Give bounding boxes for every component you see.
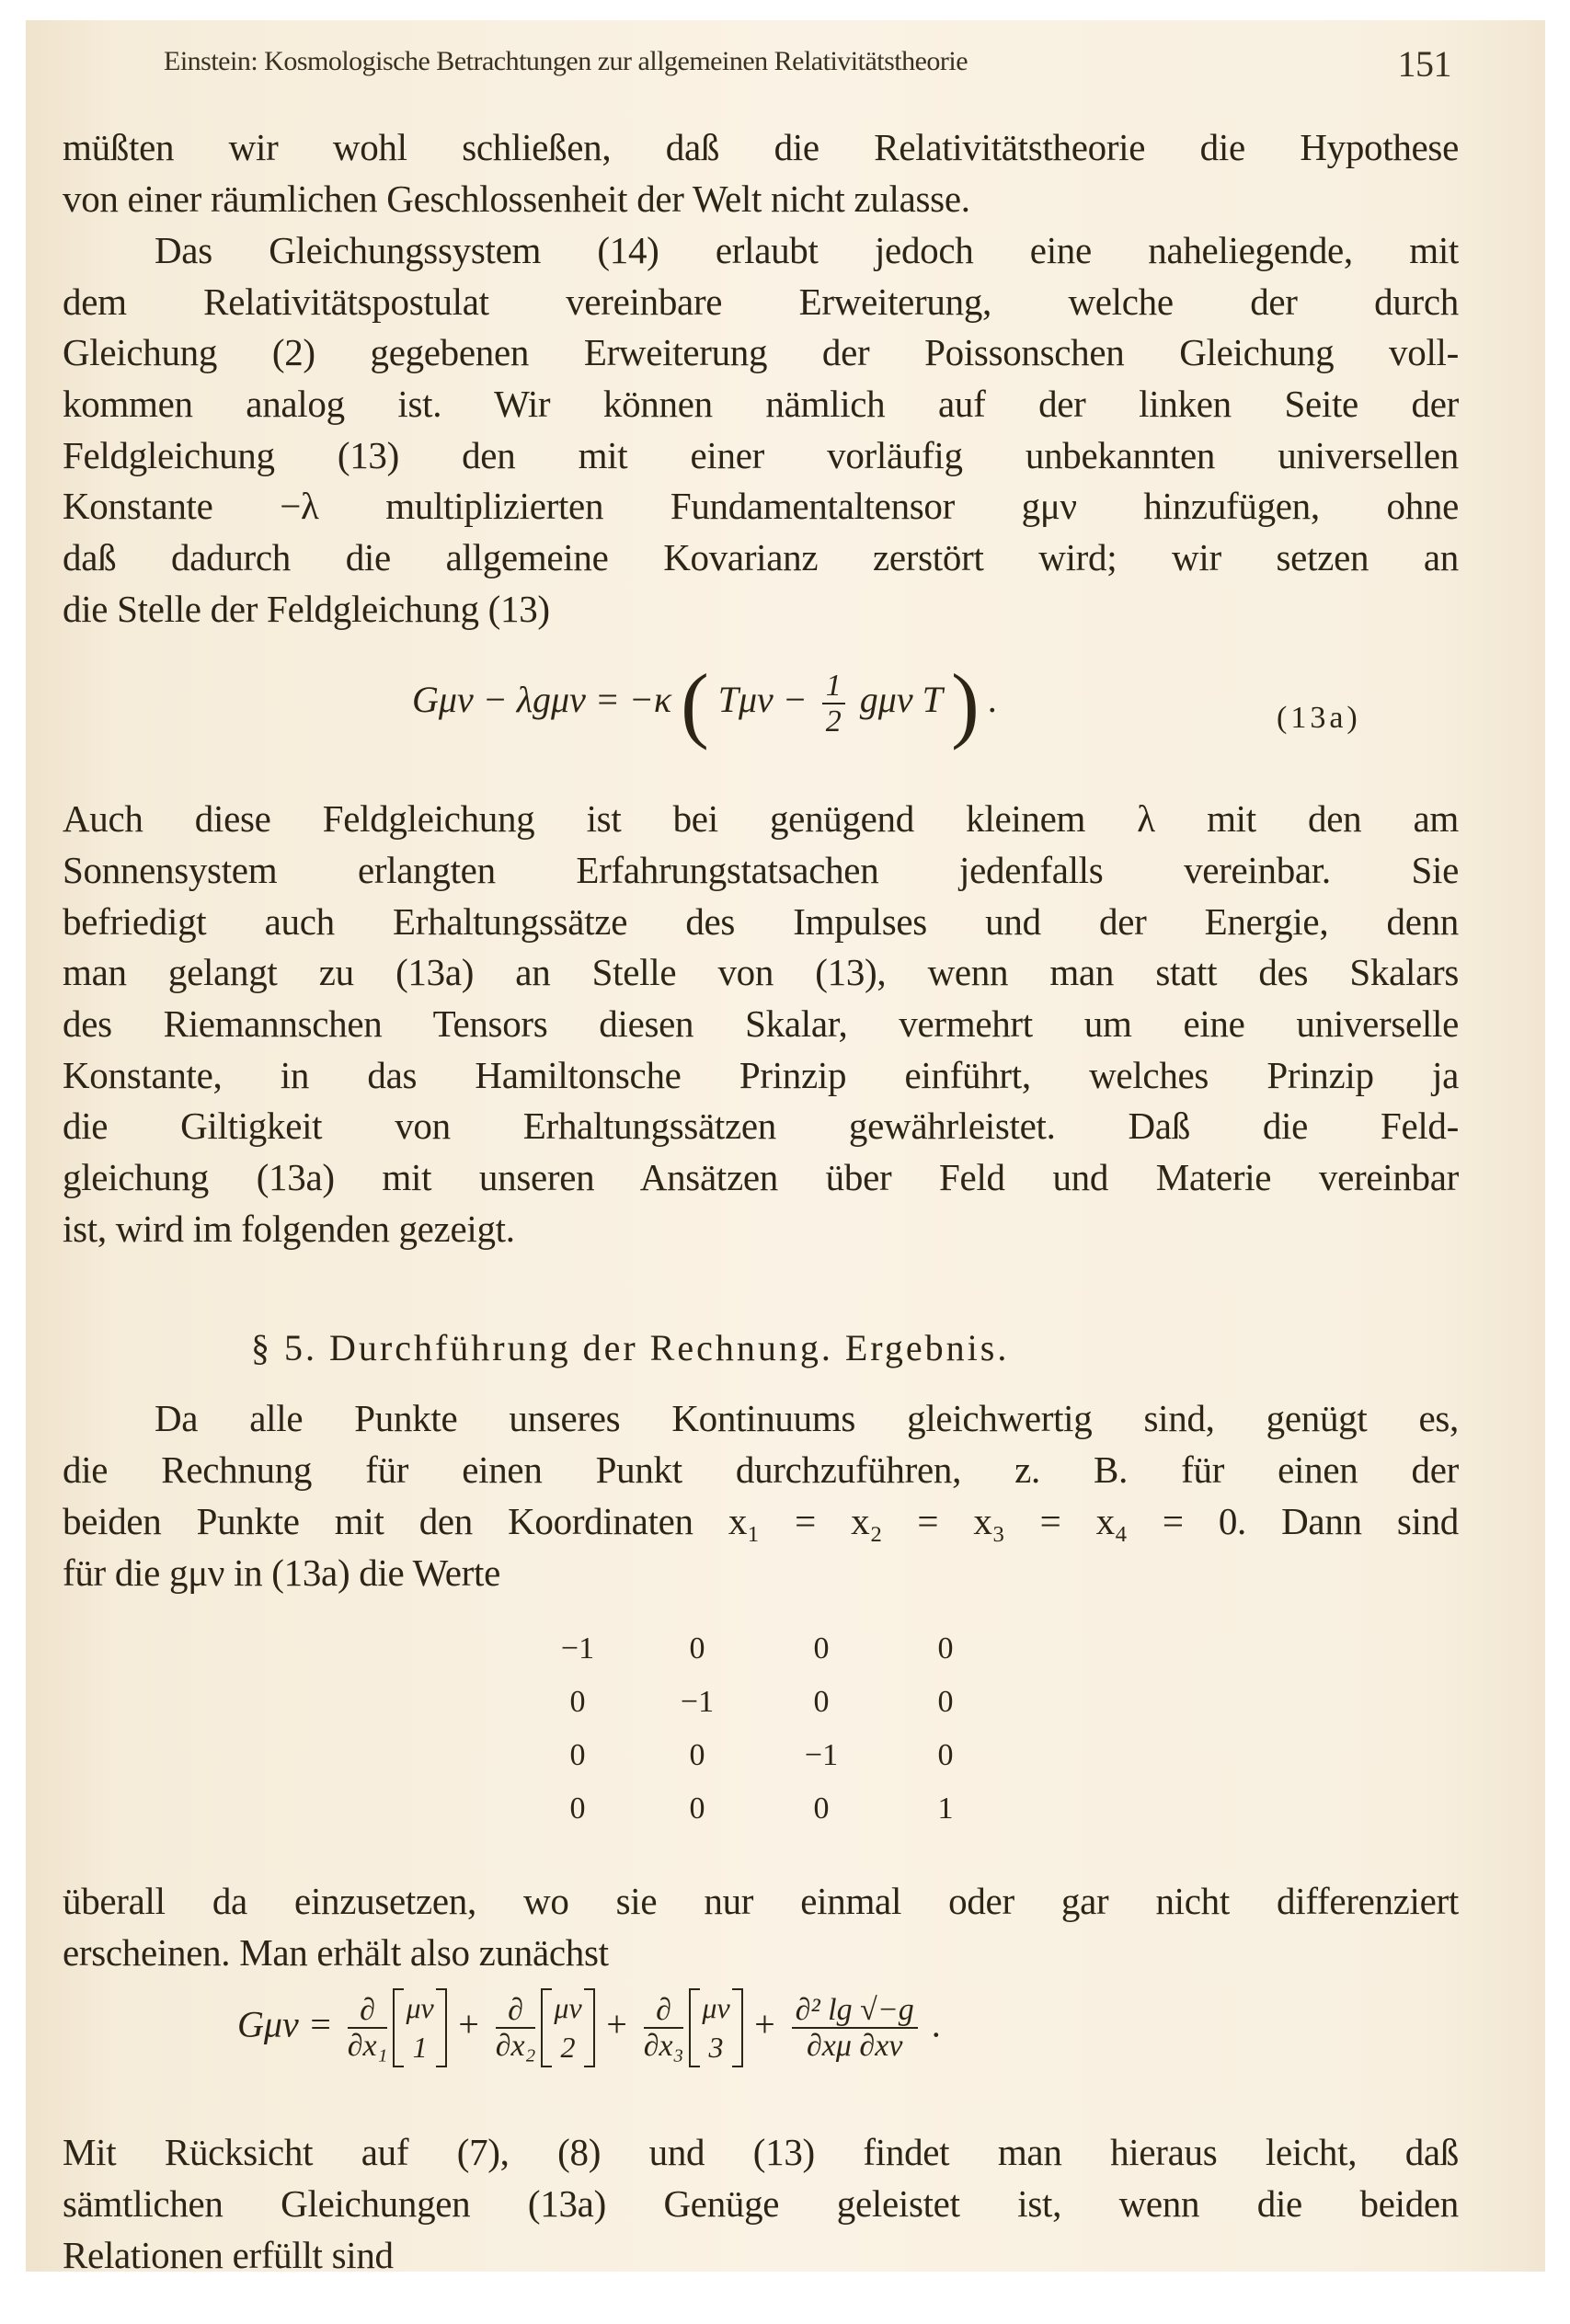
text-line: die Stelle der Feldgleichung (13) bbox=[63, 588, 550, 630]
matrix-cell: 0 bbox=[569, 1792, 586, 1826]
text-line: beiden Punkte mit den Koordinaten x₁ = x₂ = x₃ = x₄ = 0. Dann sind bbox=[63, 1500, 1459, 1542]
christoffel-bottom: 3 bbox=[708, 2031, 724, 2065]
text-line: Gleichung (2) gegebenen Erweiterung der Poissonschen Gleichung voll- bbox=[63, 331, 1459, 373]
equation-inner-end: gμν T bbox=[859, 679, 943, 721]
equation-lhs: Gμν − λgμν = −κ bbox=[412, 679, 672, 721]
fraction-denominator: ∂x₂ bbox=[495, 2029, 536, 2064]
matrix-cell: −1 bbox=[680, 1685, 715, 1719]
matrix-cell: 0 bbox=[689, 1631, 705, 1666]
text-line: des Riemannschen Tensors diesen Skalar, vermehrt um eine universelle bbox=[63, 1002, 1459, 1045]
christoffel-symbol bbox=[689, 1988, 742, 2067]
equation-label: (13a) bbox=[1277, 701, 1361, 735]
running-header bbox=[164, 43, 1451, 85]
equation-13a bbox=[412, 655, 998, 752]
fraction-denominator: ∂x₃ bbox=[643, 2029, 684, 2064]
text-line: gleichung (13a) mit unseren Ansätzen über Feld und Materie vereinbar bbox=[63, 1156, 1459, 1198]
text-line: dem Relativitätspostulat vereinbare Erweiterung, welche der durch bbox=[63, 280, 1459, 323]
matrix-cell: 0 bbox=[937, 1631, 954, 1666]
text-line: für die gμν in (13a) die Werte bbox=[63, 1551, 501, 1594]
christoffel-symbol bbox=[393, 1988, 446, 2067]
section-heading: § 5. Durchführung der Rechnung. Ergebnis. bbox=[251, 1327, 1010, 1368]
christoffel-bottom: 2 bbox=[560, 2031, 576, 2065]
running-title: Einstein: Kosmologische Betrachtungen zur allgemeinen Relativitätstheorie bbox=[164, 46, 968, 76]
text-line: daß dadurch die allgemeine Kovarianz zerstört wird; wir setzen an bbox=[63, 536, 1459, 578]
text-line: müßten wir wohl schließen, daß die Relativitätstheorie die Hypothese bbox=[63, 126, 1459, 168]
text-line: ist, wird im folgenden gezeigt. bbox=[63, 1208, 515, 1250]
left-paren: ( bbox=[681, 657, 709, 750]
text-line: überall da einzusetzen, wo sie nur einmal oder gar nicht differenziert bbox=[63, 1880, 1459, 1922]
plus-sign: + bbox=[751, 2003, 777, 2045]
second-derivative-term bbox=[792, 1993, 918, 2064]
matrix-cell: 0 bbox=[813, 1631, 830, 1666]
christoffel-bottom: 1 bbox=[412, 2031, 428, 2065]
fraction-numerator: ∂ bbox=[496, 1993, 536, 2029]
text-line: die Giltigkeit von Erhaltungssätzen gewährleistet. Daß die Feld- bbox=[63, 1105, 1459, 1147]
fraction-one-half bbox=[822, 669, 845, 739]
christoffel-top: μν bbox=[702, 1991, 730, 2024]
christoffel-top: μν bbox=[406, 1991, 434, 2024]
text-line: sämtlichen Gleichungen (13a) Genüge geleistet ist, wenn die beiden bbox=[63, 2182, 1459, 2225]
matrix-cell: −1 bbox=[560, 1631, 595, 1666]
matrix-cell: 0 bbox=[689, 1738, 705, 1772]
matrix-cell: 0 bbox=[813, 1792, 830, 1826]
derivative-term bbox=[644, 1993, 684, 2064]
text-line: von einer räumlichen Geschlossenheit der Welt nicht zulasse. bbox=[63, 177, 970, 220]
matrix-cell: −1 bbox=[804, 1738, 839, 1772]
text-line: Konstante, in das Hamiltonsche Prinzip einführt, welches Prinzip ja bbox=[63, 1054, 1459, 1096]
fraction-denominator: 2 bbox=[825, 704, 842, 738]
text-line: Feldgleichung (13) den mit einer vorläufig unbekannten universellen bbox=[63, 434, 1459, 476]
text-line: befriedigt auch Erhaltungssätze des Impulses und der Energie, denn bbox=[63, 900, 1459, 943]
text-line: kommen analog ist. Wir können nämlich auf der linken Seite der bbox=[63, 383, 1459, 425]
matrix-cell: 1 bbox=[937, 1792, 954, 1826]
text-line: Auch diese Feldgleichung ist bei genügend kleinem λ mit den am bbox=[63, 797, 1459, 840]
fraction-numerator: 1 bbox=[822, 669, 845, 704]
matrix-cell: 0 bbox=[689, 1792, 705, 1826]
plus-sign: + bbox=[455, 2003, 481, 2045]
matrix-cell: 0 bbox=[813, 1685, 830, 1719]
matrix-cell: 0 bbox=[569, 1685, 586, 1719]
fraction-numerator: ∂ bbox=[644, 1993, 684, 2029]
equation-g-mu-nu bbox=[237, 1988, 942, 2067]
plus-sign: + bbox=[603, 2003, 629, 2045]
book-page bbox=[26, 20, 1545, 2276]
text-line: die Rechnung für einen Punkt durchzuführen, z. B. für einen der bbox=[63, 1448, 1459, 1491]
equation-lhs: Gμν = bbox=[237, 2003, 333, 2045]
text-line: Sonnensystem erlangten Erfahrungstatsachen jedenfalls vereinbar. Sie bbox=[63, 849, 1459, 891]
matrix-cell: 0 bbox=[937, 1738, 954, 1772]
equation-period: . bbox=[988, 679, 998, 721]
text-line: Das Gleichungssystem (14) erlaubt jedoch eine naheliegende, mit bbox=[155, 229, 1459, 271]
derivative-term bbox=[496, 1993, 536, 2064]
matrix-cell: 0 bbox=[569, 1738, 586, 1772]
fraction-numerator: ∂² lg √−g bbox=[792, 1993, 918, 2029]
page-number: 151 bbox=[1397, 43, 1451, 85]
equation-period: . bbox=[932, 2003, 942, 2045]
derivative-term bbox=[348, 1993, 388, 2064]
christoffel-top: μν bbox=[554, 1991, 582, 2024]
right-paren: ) bbox=[951, 657, 980, 750]
matrix-cell: 0 bbox=[937, 1685, 954, 1719]
fraction-denominator: ∂x₁ bbox=[347, 2029, 388, 2064]
text-line: Mit Rücksicht auf (7), (8) und (13) findet man hieraus leicht, daß bbox=[63, 2131, 1459, 2173]
fraction-numerator: ∂ bbox=[348, 1993, 388, 2029]
text-line: Da alle Punkte unseres Kontinuums gleichwertig sind, genügt es, bbox=[155, 1397, 1459, 1439]
text-line: Relationen erfüllt sind bbox=[63, 2234, 394, 2276]
text-line: Konstante −λ multiplizierten Fundamentaltensor gμν hinzufügen, ohne bbox=[63, 485, 1459, 527]
christoffel-symbol bbox=[541, 1988, 594, 2067]
text-line: erscheinen. Man erhält also zunächst bbox=[63, 1931, 609, 1974]
text-line: man gelangt zu (13a) an Stelle von (13), wenn man statt des Skalars bbox=[63, 951, 1459, 993]
fraction-denominator: ∂xμ ∂xν bbox=[806, 2029, 903, 2064]
equation-inner-start: Tμν − bbox=[717, 679, 808, 721]
